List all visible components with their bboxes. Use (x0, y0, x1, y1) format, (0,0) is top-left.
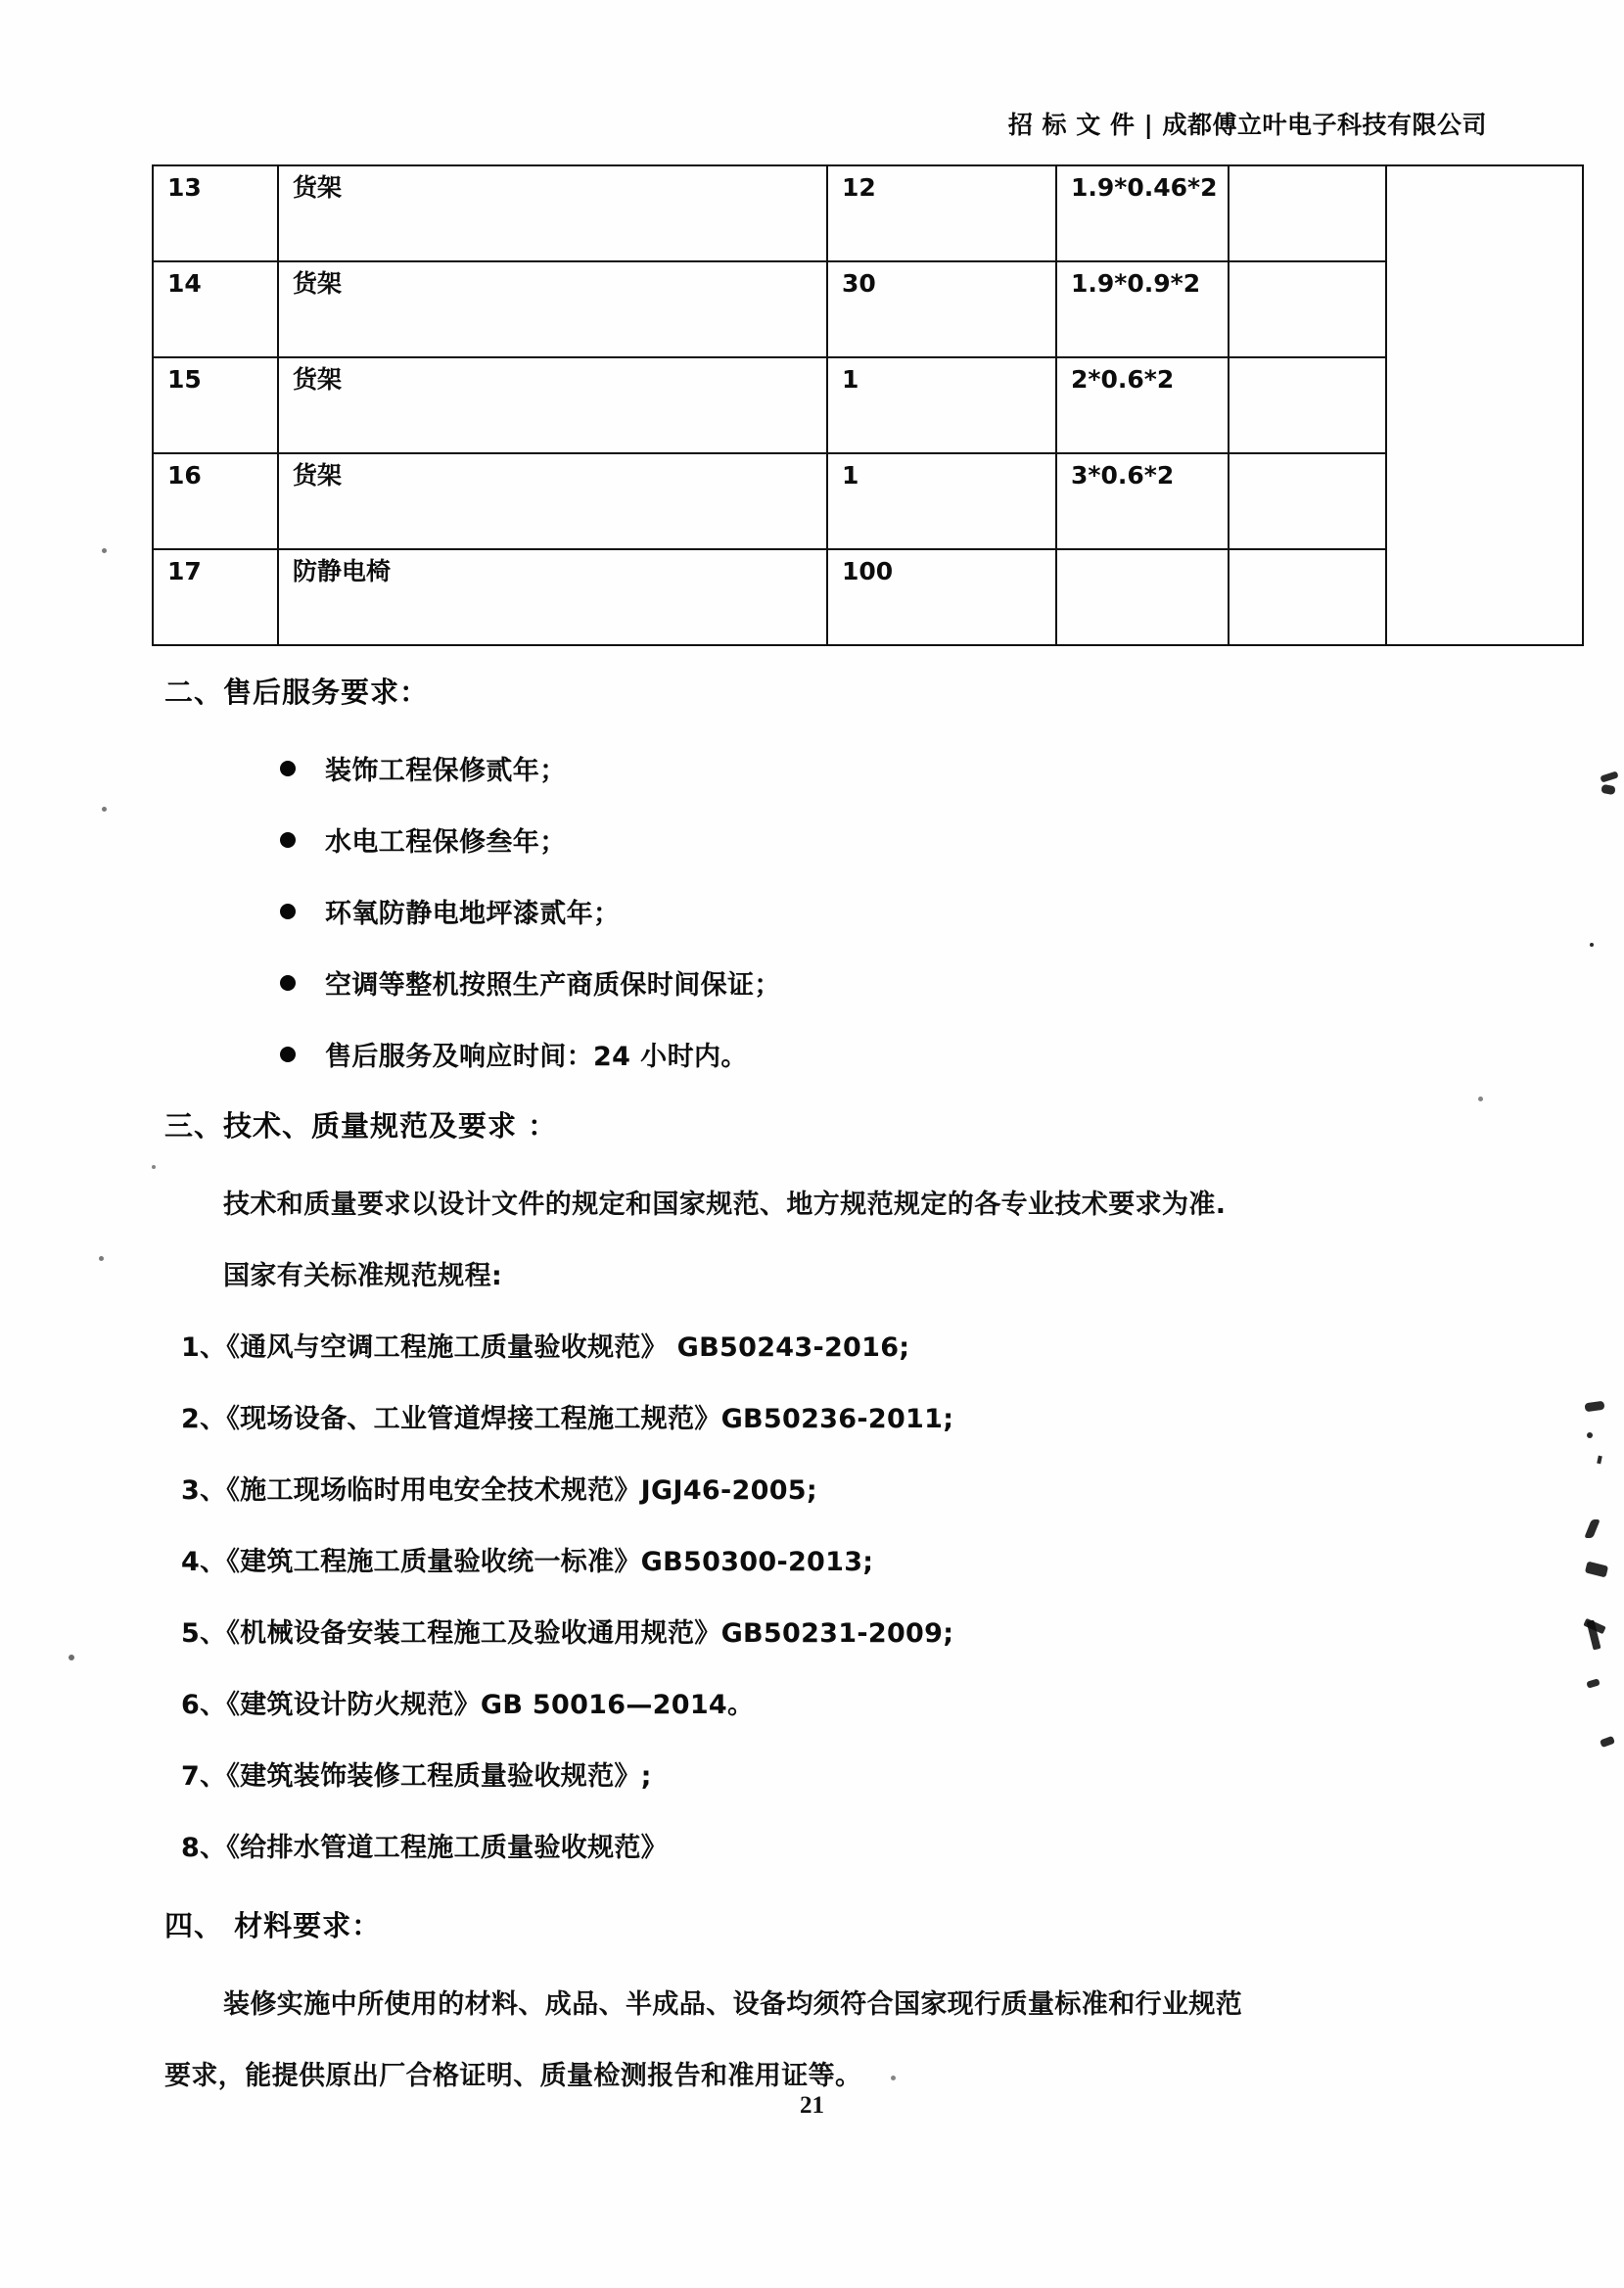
scan-artifact (1478, 1097, 1483, 1101)
bullet-label: 空调等整机按照生产商质保时间保证； (325, 970, 781, 1001)
scan-artifact (1601, 784, 1615, 795)
cell-size: 2*0.6*2 (1056, 357, 1229, 453)
section-three-heading: 三、技术、质量规范及要求 ： (164, 1109, 558, 1143)
section-three-subheading: 国家有关标准规范规程: (223, 1261, 503, 1291)
scan-artifact (1600, 1736, 1615, 1748)
bullet-label: 水电工程保修叁年； (325, 827, 567, 858)
cell-size: 1.9*0.46*2 (1056, 165, 1229, 261)
bullet-item (280, 820, 567, 859)
cell-item-name: 防静电椅 (278, 549, 827, 645)
cell-extra (1229, 165, 1386, 261)
cell-item-no: 16 (153, 453, 278, 549)
scan-artifact (1600, 770, 1618, 782)
scan-artifact (152, 1165, 156, 1169)
table-row (153, 165, 1583, 261)
section-four-paragraph-line-2: 要求，能提供原出厂合格证明、质量检测报告和准用证等。 (164, 2061, 862, 2091)
cell-quantity: 12 (827, 165, 1056, 261)
standard-item: 7、《建筑装饰装修工程质量验收规范》; (181, 1761, 652, 1792)
standard-item: 8、《给排水管道工程施工质量验收规范》 (181, 1833, 668, 1863)
table-row (153, 357, 1583, 453)
scan-artifact (69, 1655, 74, 1660)
scan-artifact (102, 548, 107, 553)
cell-item-name: 货架 (278, 165, 827, 261)
cell-extra (1229, 357, 1386, 453)
page-number: 21 (800, 2092, 824, 2119)
cell-extra (1229, 261, 1386, 357)
standard-item: 6、《建筑设计防火规范》GB 50016—2014。 (181, 1690, 755, 1720)
scan-artifact (1590, 943, 1594, 947)
cell-extra (1229, 549, 1386, 645)
cell-quantity: 1 (827, 453, 1056, 549)
scan-artifact (1584, 1401, 1604, 1413)
cell-item-no: 17 (153, 549, 278, 645)
bullet-dot-icon (280, 975, 296, 991)
bullet-item (280, 892, 620, 930)
section-two-heading: 二、售后服务要求： (164, 676, 430, 709)
cell-quantity: 30 (827, 261, 1056, 357)
cell-size: 1.9*0.9*2 (1056, 261, 1229, 357)
section-four-paragraph-line-1: 装修实施中所使用的材料、成品、半成品、设备均须符合国家现行质量标准和行业规范 (223, 1989, 1243, 2020)
section-three-intro: 技术和质量要求以设计文件的规定和国家规范、地方规范规定的各专业技术要求为准. (223, 1190, 1227, 1220)
table-row (153, 261, 1583, 357)
bullet-label: 装饰工程保修贰年； (325, 756, 567, 786)
cell-item-no: 14 (153, 261, 278, 357)
scan-artifact (1586, 1678, 1600, 1688)
standard-item: 3、《施工现场临时用电安全技术规范》JGJ46-2005; (181, 1475, 817, 1506)
scan-artifact (102, 807, 107, 812)
cell-quantity: 1 (827, 357, 1056, 453)
bullet-item (280, 749, 567, 787)
cell-extra (1229, 453, 1386, 549)
scan-artifact (1585, 1562, 1608, 1578)
scan-artifact (1587, 1432, 1593, 1438)
scan-artifact (891, 2076, 896, 2080)
bullet-dot-icon (280, 904, 296, 919)
cell-item-no: 13 (153, 165, 278, 261)
bullet-dot-icon (280, 761, 296, 776)
document-running-header: 招 标 文 件 | 成都傅立叶电子科技有限公司 (1007, 111, 1487, 139)
standard-item: 1、《通风与空调工程施工质量验收规范》 GB50243-2016; (181, 1332, 910, 1363)
standard-item: 5、《机械设备安装工程施工及验收通用规范》GB50231-2009; (181, 1618, 954, 1649)
bullet-item (280, 963, 781, 1002)
standard-item: 4、《建筑工程施工质量验收统一标准》GB50300-2013; (181, 1547, 874, 1577)
bullet-dot-icon (280, 1047, 296, 1062)
bullet-label: 环氧防静电地坪漆贰年； (325, 899, 621, 929)
cell-item-no: 15 (153, 357, 278, 453)
bullet-dot-icon (280, 832, 296, 848)
cell-item-name: 货架 (278, 261, 827, 357)
equipment-spec-table (152, 164, 1584, 646)
scan-artifact (99, 1256, 104, 1261)
cell-item-name: 货架 (278, 357, 827, 453)
cell-size (1056, 549, 1229, 645)
cell-remarks-merged (1386, 165, 1583, 645)
section-four-heading: 四、 材料要求： (164, 1909, 382, 1942)
cell-item-name: 货架 (278, 453, 827, 549)
table-row (153, 549, 1583, 645)
table-row (153, 453, 1583, 549)
cell-size: 3*0.6*2 (1056, 453, 1229, 549)
scan-artifact (1584, 1519, 1601, 1538)
bullet-label: 售后服务及响应时间：24 小时内。 (325, 1042, 748, 1072)
bullet-item (280, 1035, 748, 1073)
standard-item: 2、《现场设备、工业管道焊接工程施工规范》GB50236-2011; (181, 1404, 954, 1434)
cell-quantity: 100 (827, 549, 1056, 645)
scan-artifact (1597, 1456, 1602, 1465)
